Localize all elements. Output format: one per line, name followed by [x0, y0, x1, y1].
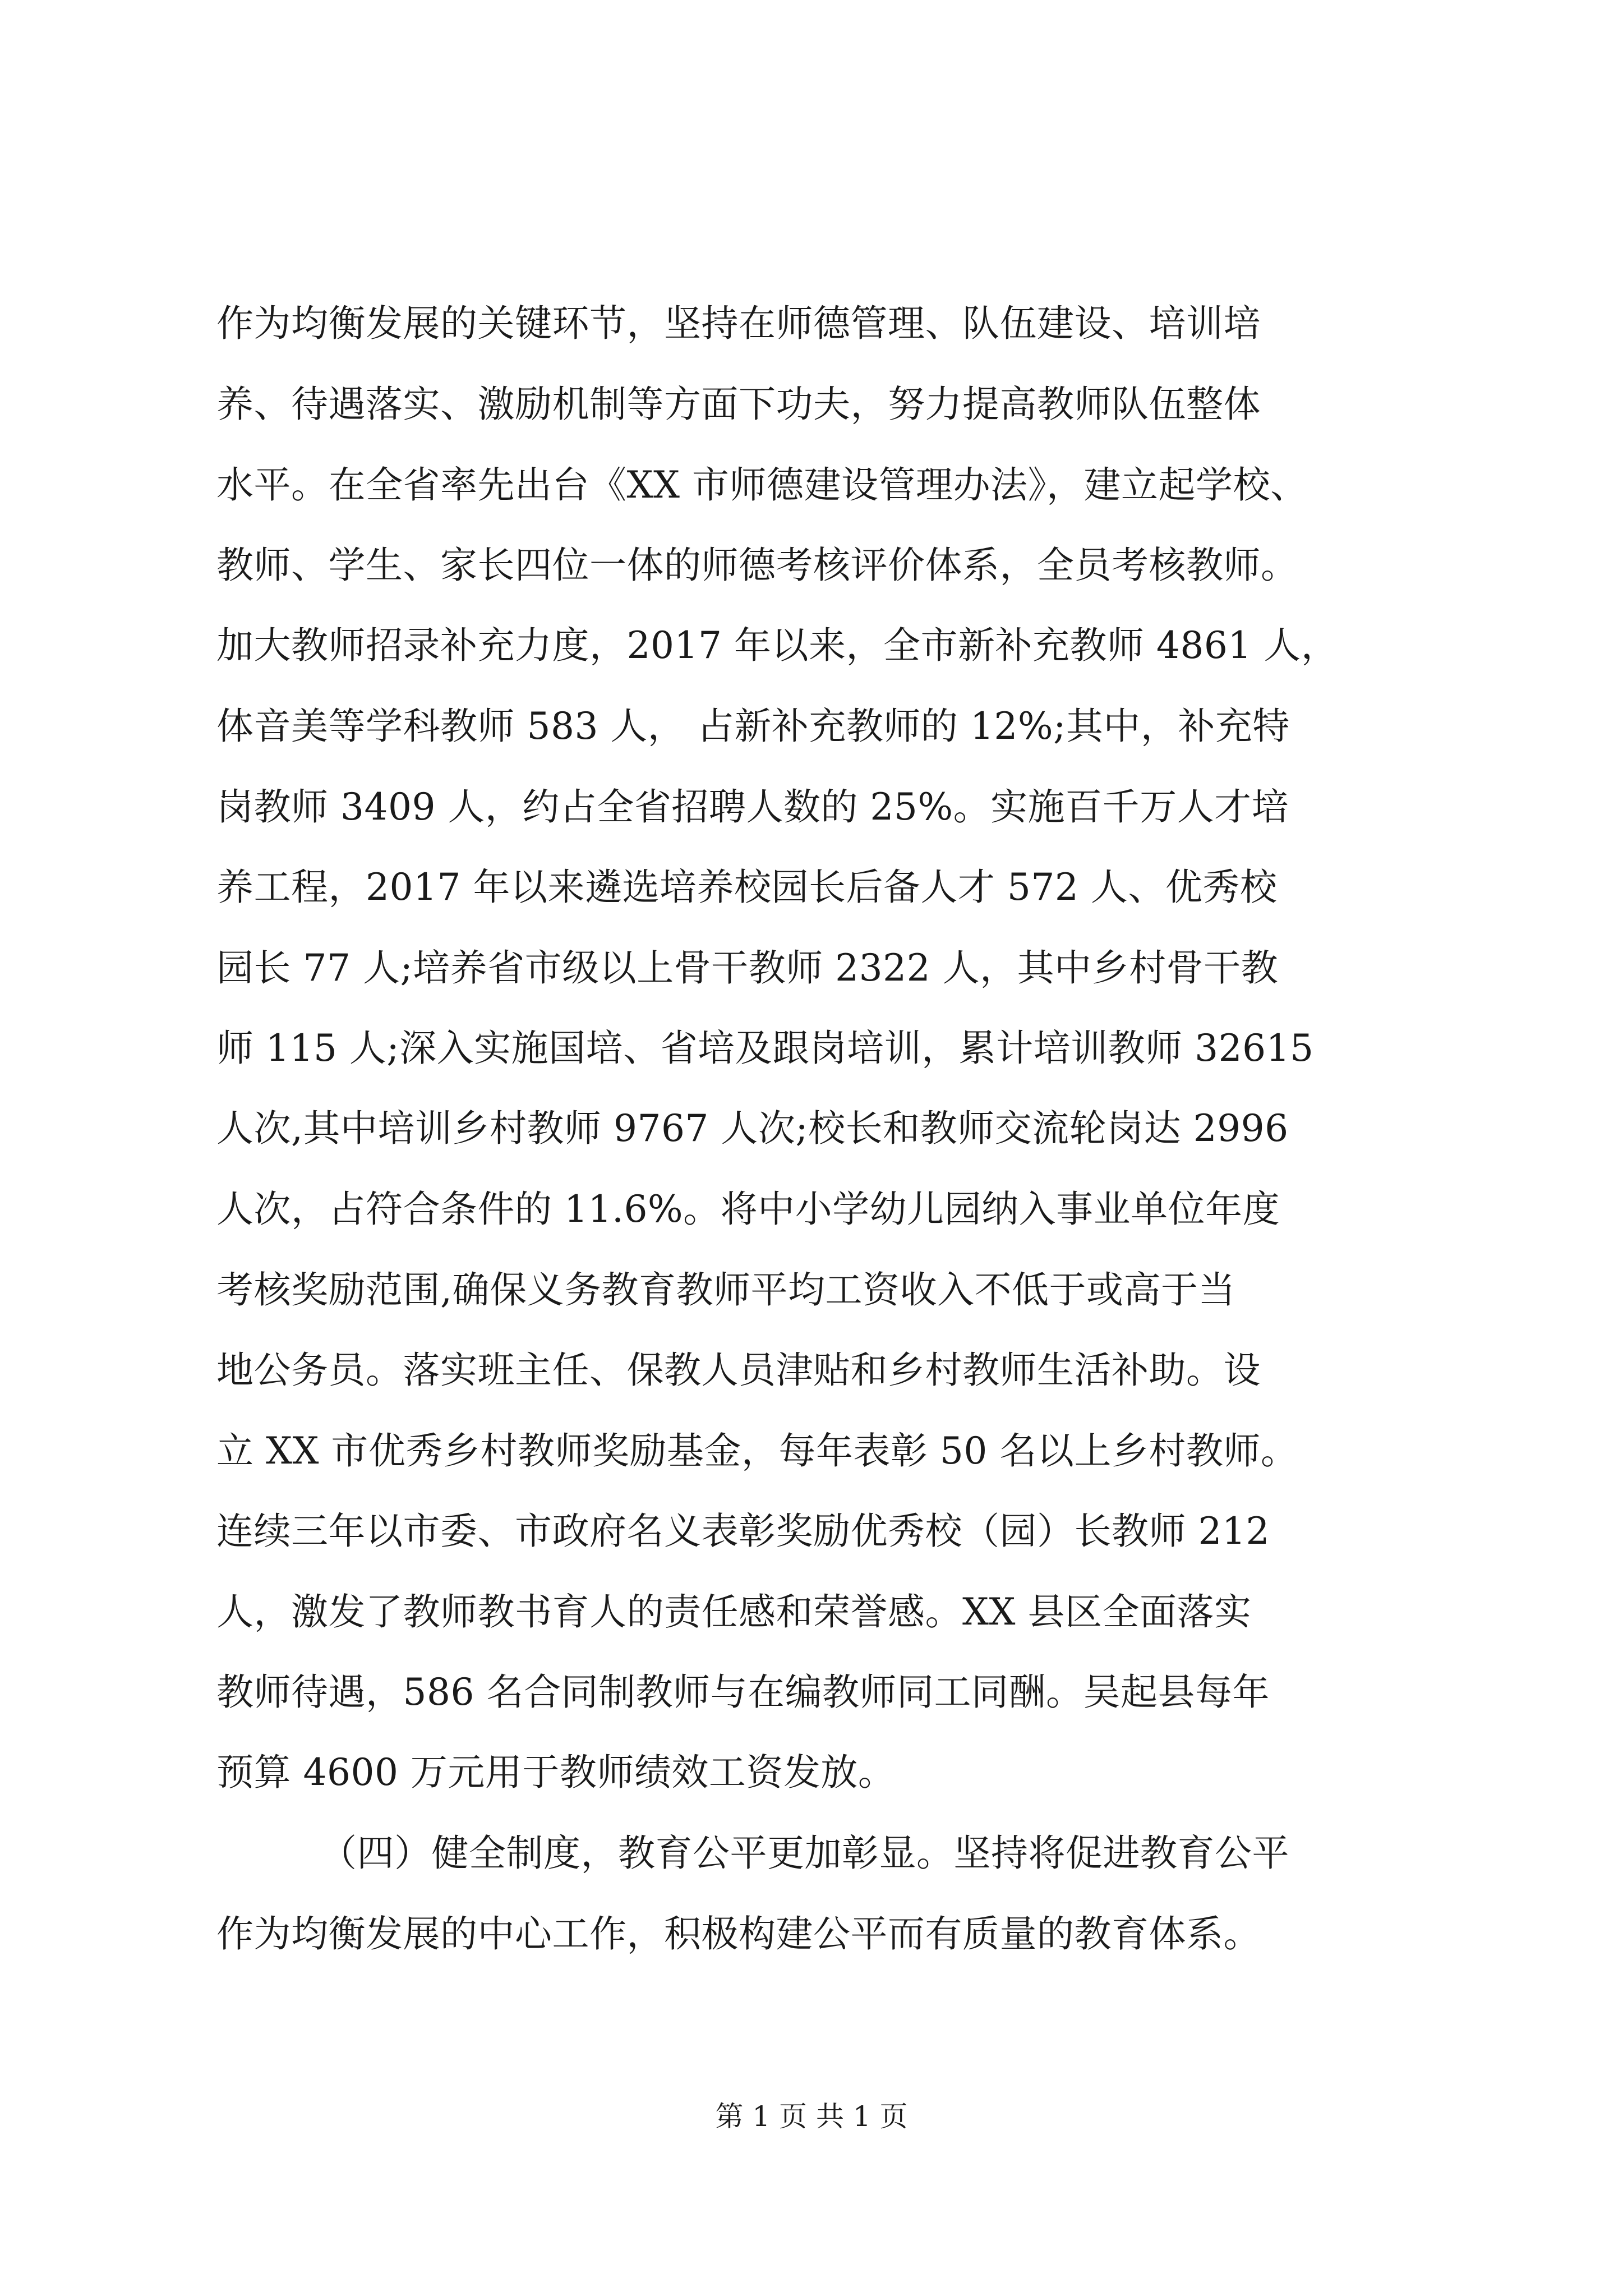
- page-footer: 第 1 页 共 1 页: [715, 2100, 908, 2133]
- paragraph-line: 立 XX 市优秀乡村教师奖励基金，每年表彰 50 名以上乡村教师。: [216, 1429, 1298, 1473]
- paragraph-line: 体音美等学科教师 583 人， 占新补充教师的 12%;其中，补充特: [216, 705, 1290, 748]
- paragraph-line: 养、待遇落实、激励机制等方面下功夫，努力提高教师队伍整体: [216, 383, 1261, 426]
- paragraph-line: 作为均衡发展的中心工作，积极构建公平而有质量的教育体系。: [216, 1912, 1261, 1955]
- paragraph-line: 人，激发了教师教书育人的责任感和荣誉感。XX 县区全面落实: [216, 1590, 1252, 1634]
- paragraph-line: 作为均衡发展的关键环节，坚持在师德管理、队伍建设、培训培: [216, 302, 1261, 345]
- paragraph-line: 水平。在全省率先出台《XX 市师德建设管理办法》，建立起学校、: [216, 463, 1308, 507]
- paragraph-line: 师 115 人;深入实施国培、省培及跟岗培训，累计培训教师 32615: [216, 1027, 1314, 1070]
- paragraph-line: 加大教师招录补充力度，2017 年以来，全市新补充教师 4861 人，: [216, 624, 1339, 667]
- paragraph-line: 考核奖励范围,确保义务教育教师平均工资收入不低于或高于当: [216, 1268, 1235, 1312]
- paragraph-line: 连续三年以市委、市政府名义表彰奖励优秀校（园）长教师 212: [216, 1510, 1270, 1553]
- paragraph-line: 人次，占符合条件的 11.6%。将中小学幼儿园纳入事业单位年度: [216, 1188, 1280, 1231]
- paragraph-line: 教师、学生、家长四位一体的师德考核评价体系，全员考核教师。: [216, 544, 1298, 587]
- paragraph-line: 养工程，2017 年以来遴选培养校园长后备人才 572 人、优秀校: [216, 866, 1278, 909]
- paragraph-line: 人次,其中培训乡村教师 9767 人次;校长和教师交流轮岗达 2996: [216, 1107, 1289, 1150]
- paragraph-line: 教师待遇，586 名合同制教师与在编教师同工同酬。吴起县每年: [216, 1671, 1270, 1714]
- section-heading-line: （四）健全制度，教育公平更加彰显。坚持将促进教育公平: [320, 1832, 1289, 1875]
- paragraph-line: 预算 4600 万元用于教师绩效工资发放。: [216, 1751, 896, 1794]
- paragraph-line: 地公务员。落实班主任、保教人员津贴和乡村教师生活补助。设: [216, 1349, 1261, 1392]
- paragraph-line: 园长 77 人;培养省市级以上骨干教师 2322 人，其中乡村骨干教: [216, 946, 1279, 990]
- paragraph-line: 岗教师 3409 人，约占全省招聘人数的 25%。实施百千万人才培: [216, 785, 1289, 829]
